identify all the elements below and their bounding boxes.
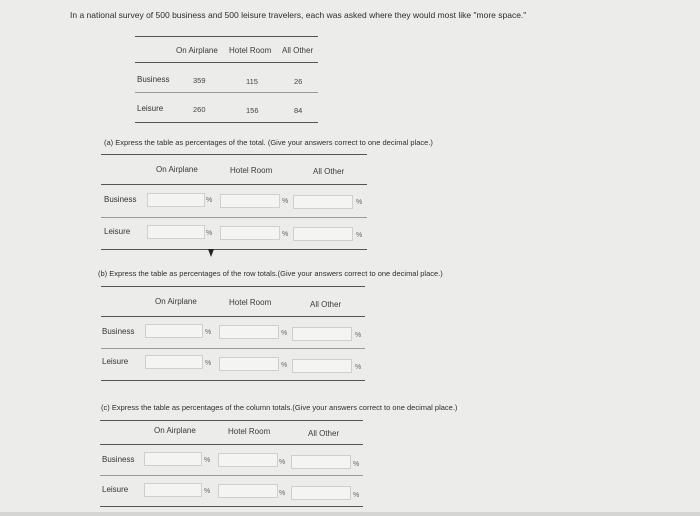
part-b-question: (b) Express the table as percentages of the row totals.(Give your answers correct to one decimal place.): [98, 269, 443, 278]
table-rule: [100, 444, 363, 445]
data-cell: 26: [294, 77, 303, 86]
percent-unit: %: [355, 332, 362, 339]
part-c-business-airplane-input[interactable]: [144, 452, 202, 466]
part-a-row-label-leisure: Leisure: [104, 227, 131, 236]
page-bottom-edge: [0, 512, 700, 516]
percent-unit: %: [281, 362, 288, 369]
part-c-row-label-leisure: Leisure: [102, 485, 129, 494]
table-rule: [101, 348, 365, 349]
part-a-question: (a) Express the table as percentages of the total. (Give your answers correct to one decimal place.): [104, 138, 433, 147]
part-c-leisure-airplane-input[interactable]: [144, 483, 202, 497]
table-rule: [101, 184, 367, 185]
percent-unit: %: [353, 492, 360, 499]
table-rule: [100, 420, 363, 421]
table-rule: [100, 506, 363, 507]
percent-unit: %: [282, 231, 289, 238]
part-a-leisure-other-input[interactable]: [293, 227, 353, 241]
part-c-header-hotel: Hotel Room: [228, 427, 271, 436]
part-b-business-airplane-input[interactable]: [145, 324, 203, 338]
table-rule: [135, 122, 318, 123]
percent-unit: %: [353, 461, 360, 468]
part-b-business-other-input[interactable]: [292, 327, 352, 341]
percent-unit: %: [279, 459, 286, 466]
mouse-cursor-icon: [208, 249, 214, 257]
table-rule: [100, 475, 363, 476]
percent-unit: %: [204, 488, 211, 495]
part-a-leisure-airplane-input[interactable]: [147, 225, 205, 239]
table-rule: [101, 316, 365, 317]
part-c-business-other-input[interactable]: [291, 455, 351, 469]
percent-unit: %: [205, 329, 212, 336]
table-rule: [101, 217, 367, 218]
percent-unit: %: [279, 490, 286, 497]
data-cell: 84: [294, 106, 303, 115]
part-c-business-hotel-input[interactable]: [218, 453, 278, 467]
part-a-header-hotel: Hotel Room: [230, 166, 273, 175]
part-c-header-airplane: On Airplane: [154, 426, 196, 435]
part-b-leisure-hotel-input[interactable]: [219, 357, 279, 371]
part-a-business-other-input[interactable]: [293, 195, 353, 209]
data-table-row-label: Leisure: [137, 104, 164, 113]
percent-unit: %: [281, 330, 288, 337]
data-table-header-airplane: On Airplane: [176, 46, 218, 55]
table-rule: [101, 154, 367, 155]
percent-unit: %: [206, 230, 213, 237]
percent-unit: %: [356, 232, 363, 239]
part-a-header-other: All Other: [313, 167, 345, 176]
part-a-row-label-business: Business: [104, 195, 137, 204]
part-b-business-hotel-input[interactable]: [219, 325, 279, 339]
table-rule: [135, 62, 318, 63]
percent-unit: %: [356, 199, 363, 206]
table-rule: [135, 92, 318, 93]
percent-unit: %: [205, 360, 212, 367]
table-rule: [101, 380, 365, 381]
part-a-header-airplane: On Airplane: [156, 165, 198, 174]
data-table-header-hotel: Hotel Room: [229, 46, 272, 55]
table-rule: [101, 249, 367, 250]
data-cell: 260: [193, 105, 206, 114]
part-b-header-airplane: On Airplane: [155, 297, 197, 306]
part-b-header-other: All Other: [310, 300, 342, 309]
part-c-row-label-business: Business: [102, 455, 135, 464]
percent-unit: %: [206, 197, 213, 204]
part-b-leisure-other-input[interactable]: [292, 359, 352, 373]
part-c-header-other: All Other: [308, 429, 340, 438]
part-b-leisure-airplane-input[interactable]: [145, 355, 203, 369]
part-c-leisure-other-input[interactable]: [291, 486, 351, 500]
part-a-business-airplane-input[interactable]: [147, 193, 205, 207]
part-c-question: (c) Express the table as percentages of the column totals.(Give your answers correct to one decimal place.): [101, 403, 458, 412]
table-rule: [135, 36, 318, 37]
percent-unit: %: [204, 457, 211, 464]
problem-intro: In a national survey of 500 business and 500 leisure travelers, each was asked where they would most like "more space.": [70, 10, 527, 20]
part-c-leisure-hotel-input[interactable]: [218, 484, 278, 498]
data-cell: 115: [246, 77, 258, 86]
part-a-business-hotel-input[interactable]: [220, 194, 280, 208]
part-b-row-label-leisure: Leisure: [102, 357, 129, 366]
percent-unit: %: [282, 198, 289, 205]
data-cell: 156: [246, 106, 259, 115]
part-a-leisure-hotel-input[interactable]: [220, 226, 280, 240]
part-b-header-hotel: Hotel Room: [229, 298, 272, 307]
part-b-row-label-business: Business: [102, 327, 135, 336]
data-table-header-other: All Other: [282, 46, 314, 55]
table-rule: [101, 286, 365, 287]
data-table-row-label: Business: [137, 75, 170, 84]
data-cell: 359: [193, 76, 206, 85]
percent-unit: %: [355, 364, 362, 371]
